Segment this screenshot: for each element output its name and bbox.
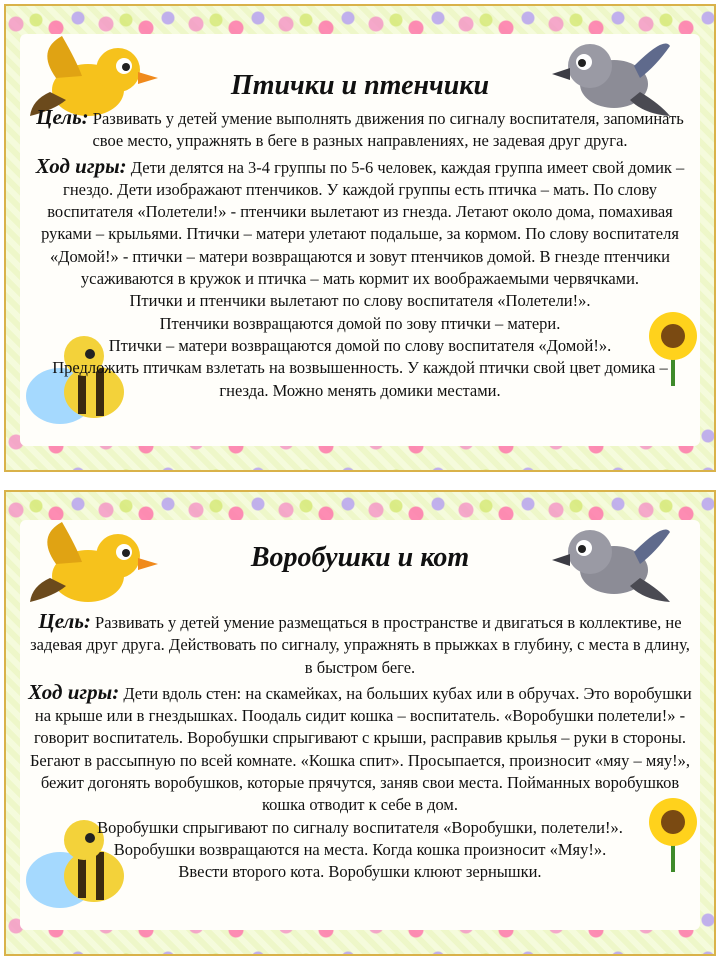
note-line: Воробушки возвращаются на места. Когда кошка произносит «Мяу!». xyxy=(113,839,607,859)
goal-label: Цель: xyxy=(36,105,89,129)
goal-paragraph xyxy=(26,610,694,679)
game-paragraph xyxy=(26,155,694,291)
game-description xyxy=(26,610,694,884)
game-title: Птички и птенчики xyxy=(230,70,490,101)
game-label: Ход игры: xyxy=(35,153,127,178)
game-description xyxy=(26,106,694,402)
goal-text: Развивать у детей умение выполнять движения по сигналу воспитателя, запоминать свое место, упражнять в беге в разных направлениях, не задевая друг друга. xyxy=(92,109,684,151)
note-line: Птички – матери возвращаются домой по слову воспитателя «Домой!». xyxy=(108,335,612,355)
game-paragraph xyxy=(26,681,694,817)
note-line: Птички и птенчики вылетают по слову воспитателя «Полетели!». xyxy=(129,291,591,311)
note-line: Ввести второго кота. Воробушки клюют зернышки. xyxy=(178,862,542,882)
game-label: Ход игры: xyxy=(28,679,120,704)
goal-label: Цель: xyxy=(38,609,91,633)
goal-paragraph xyxy=(26,106,694,153)
game-text: Дети вдоль стен: на скамейках, на больших кубах или в обручах. Это воробушки на крыше или в гнездышках. Поодаль сидит кошка – воспитатель. «Воробушки полетели!» - говорит воспитатель. Воробушки спрыгивают с крыши, расправив крылья – руки в стороны. Бегают в рассыпную по всей комнате. «Кошка спит». Просыпается, произносит «мяу – мяу!», бежит догонять воробушков, которые прячутся, заняв свои места. Пойманных воробушков кошка отводит к себе в дом. xyxy=(29,683,692,815)
note-line: Птенчики возвращаются домой по зову птички – матери. xyxy=(159,313,561,333)
game-card-birds xyxy=(4,4,716,472)
goal-text: Развивать у детей умение размещаться в пространстве и двигаться в коллективе, не задевая друг друга. Действовать по сигналу, упражнять в прыжках в глубину, с места в длину, в быстром беге. xyxy=(30,613,690,677)
game-text: Дети делятся на 3-4 группы по 5-6 человек, каждая группа имеет свой домик – гнездо. Дети изображают птенчиков. У каждой группы есть птичка – мать. По слову воспитателя «Полетели!» - птенчики вылетают из гнезда. Летают около дома, помахивая руками – крыльями. Птички – матери улетают подальше, за кормом. По слову воспитателя «Домой!» - птички – матери возвращаются и зовут птенчиков домой. В гнезде птенчики усаживаются в кружок и птичка – мать кормит их воображаемыми червячками. xyxy=(41,157,685,289)
note-line: Предложить птичкам взлетать на возвышенность. У каждой птички свой цвет домика – гнезда. Можно менять домики местами. xyxy=(52,358,668,400)
game-title: Воробушки и кот xyxy=(250,542,470,573)
note-line: Воробушки спрыгивают по сигналу воспитателя «Воробушки, полетели!». xyxy=(97,817,623,837)
game-card-sparrows xyxy=(4,490,716,956)
